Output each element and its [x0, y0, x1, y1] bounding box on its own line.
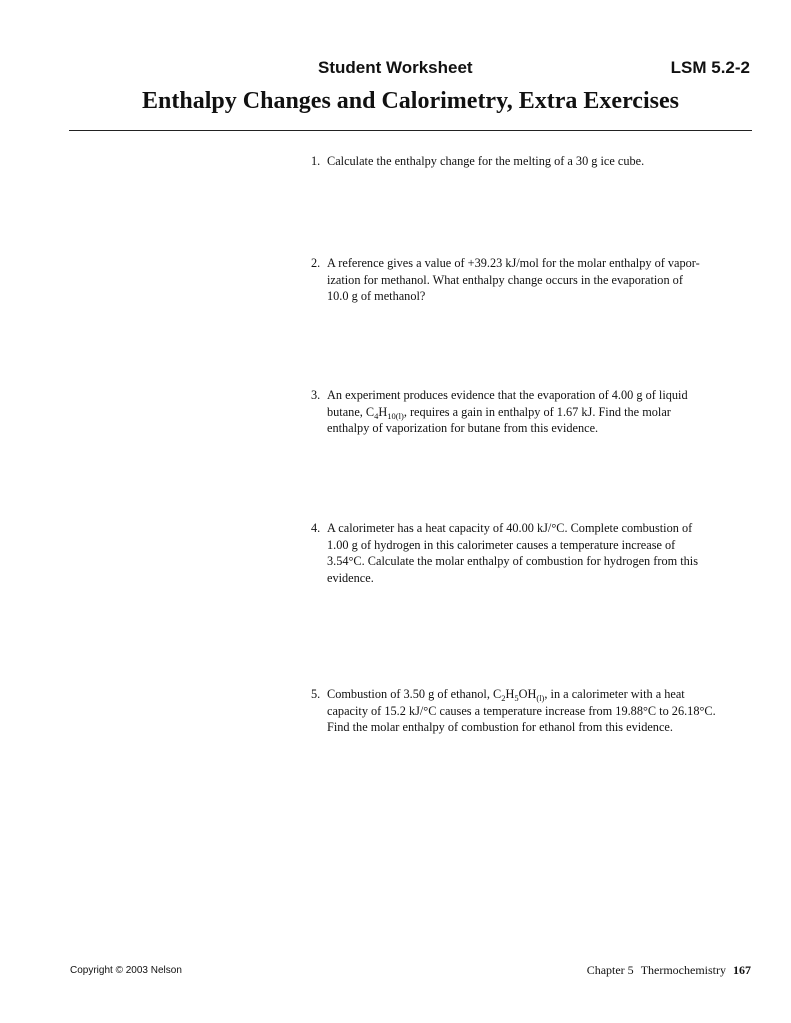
page-number: 167 — [733, 963, 751, 977]
question-line: Calculate the enthalpy change for the melting of a 30 g ice cube. — [327, 154, 645, 168]
worksheet-label: Student Worksheet — [318, 58, 473, 77]
text-run: , requires a gain in enthalpy of 1.67 kJ. Find the molar — [403, 404, 671, 419]
question-text — [327, 387, 751, 437]
text-run: butane, C — [327, 404, 375, 419]
subscript: 5 — [514, 693, 519, 703]
question-number: 3. — [311, 388, 321, 402]
subscript: 2 — [501, 693, 506, 703]
question-2 — [311, 255, 751, 305]
question-line: A calorimeter has a heat capacity of 40.00 kJ/°C. Complete combustion of — [327, 521, 693, 535]
title-divider — [69, 130, 752, 131]
question-line: enthalpy of vaporization for butane from this evidence. — [327, 421, 599, 436]
question-line: capacity of 15.2 kJ/°C causes a temperature increase from 19.88°C to 26.18°C. — [327, 703, 716, 718]
question-line: ization for methanol. What enthalpy change occurs in the evaporation of — [327, 272, 683, 287]
page-title: Enthalpy Changes and Calorimetry, Extra Exercises — [142, 88, 679, 114]
chapter-topic: Thermochemistry — [640, 963, 726, 977]
subscript: 10(l) — [387, 410, 404, 421]
page-footer — [587, 963, 751, 978]
question-line: An experiment produces evidence that the evaporation of 4.00 g of liquid — [327, 388, 688, 402]
question-number: 1. — [311, 154, 321, 168]
question-line: 3.54°C. Calculate the molar enthalpy of combustion for hydrogen from this — [327, 554, 699, 569]
question-number: 2. — [311, 256, 321, 270]
text-run: H — [505, 687, 515, 701]
question-4 — [311, 520, 751, 587]
text-run: H — [378, 404, 388, 419]
question-number: 4. — [311, 521, 321, 535]
question-5 — [311, 686, 751, 736]
question-text — [327, 255, 751, 305]
question-1 — [311, 153, 751, 170]
copyright-notice: Copyright © 2003 Nelson — [70, 965, 182, 976]
question-text — [327, 520, 751, 587]
question-text — [327, 686, 751, 736]
question-line: A reference gives a value of +39.23 kJ/mol for the molar enthalpy of vapor- — [327, 256, 700, 270]
text-run: OH — [518, 687, 537, 701]
question-text — [327, 153, 751, 170]
text-run: Combustion of 3.50 g of ethanol, C — [327, 687, 502, 701]
question-3 — [311, 387, 751, 437]
question-line: Find the molar enthalpy of combustion for ethanol from this evidence. — [327, 720, 673, 735]
chapter-label: Chapter 5 — [586, 963, 634, 977]
question-line: 10.0 g of methanol? — [327, 289, 426, 304]
question-number: 5. — [311, 687, 321, 701]
subscript: (l) — [536, 693, 545, 703]
subscript: 4 — [374, 410, 379, 421]
question-line — [327, 404, 751, 421]
text-run: , in a calorimeter with a heat — [544, 687, 685, 701]
question-line: 1.00 g of hydrogen in this calorimeter causes a temperature increase of — [327, 537, 676, 552]
question-line: evidence. — [327, 571, 374, 586]
worksheet-code: LSM 5.2-2 — [670, 58, 750, 77]
question-line — [327, 686, 751, 703]
